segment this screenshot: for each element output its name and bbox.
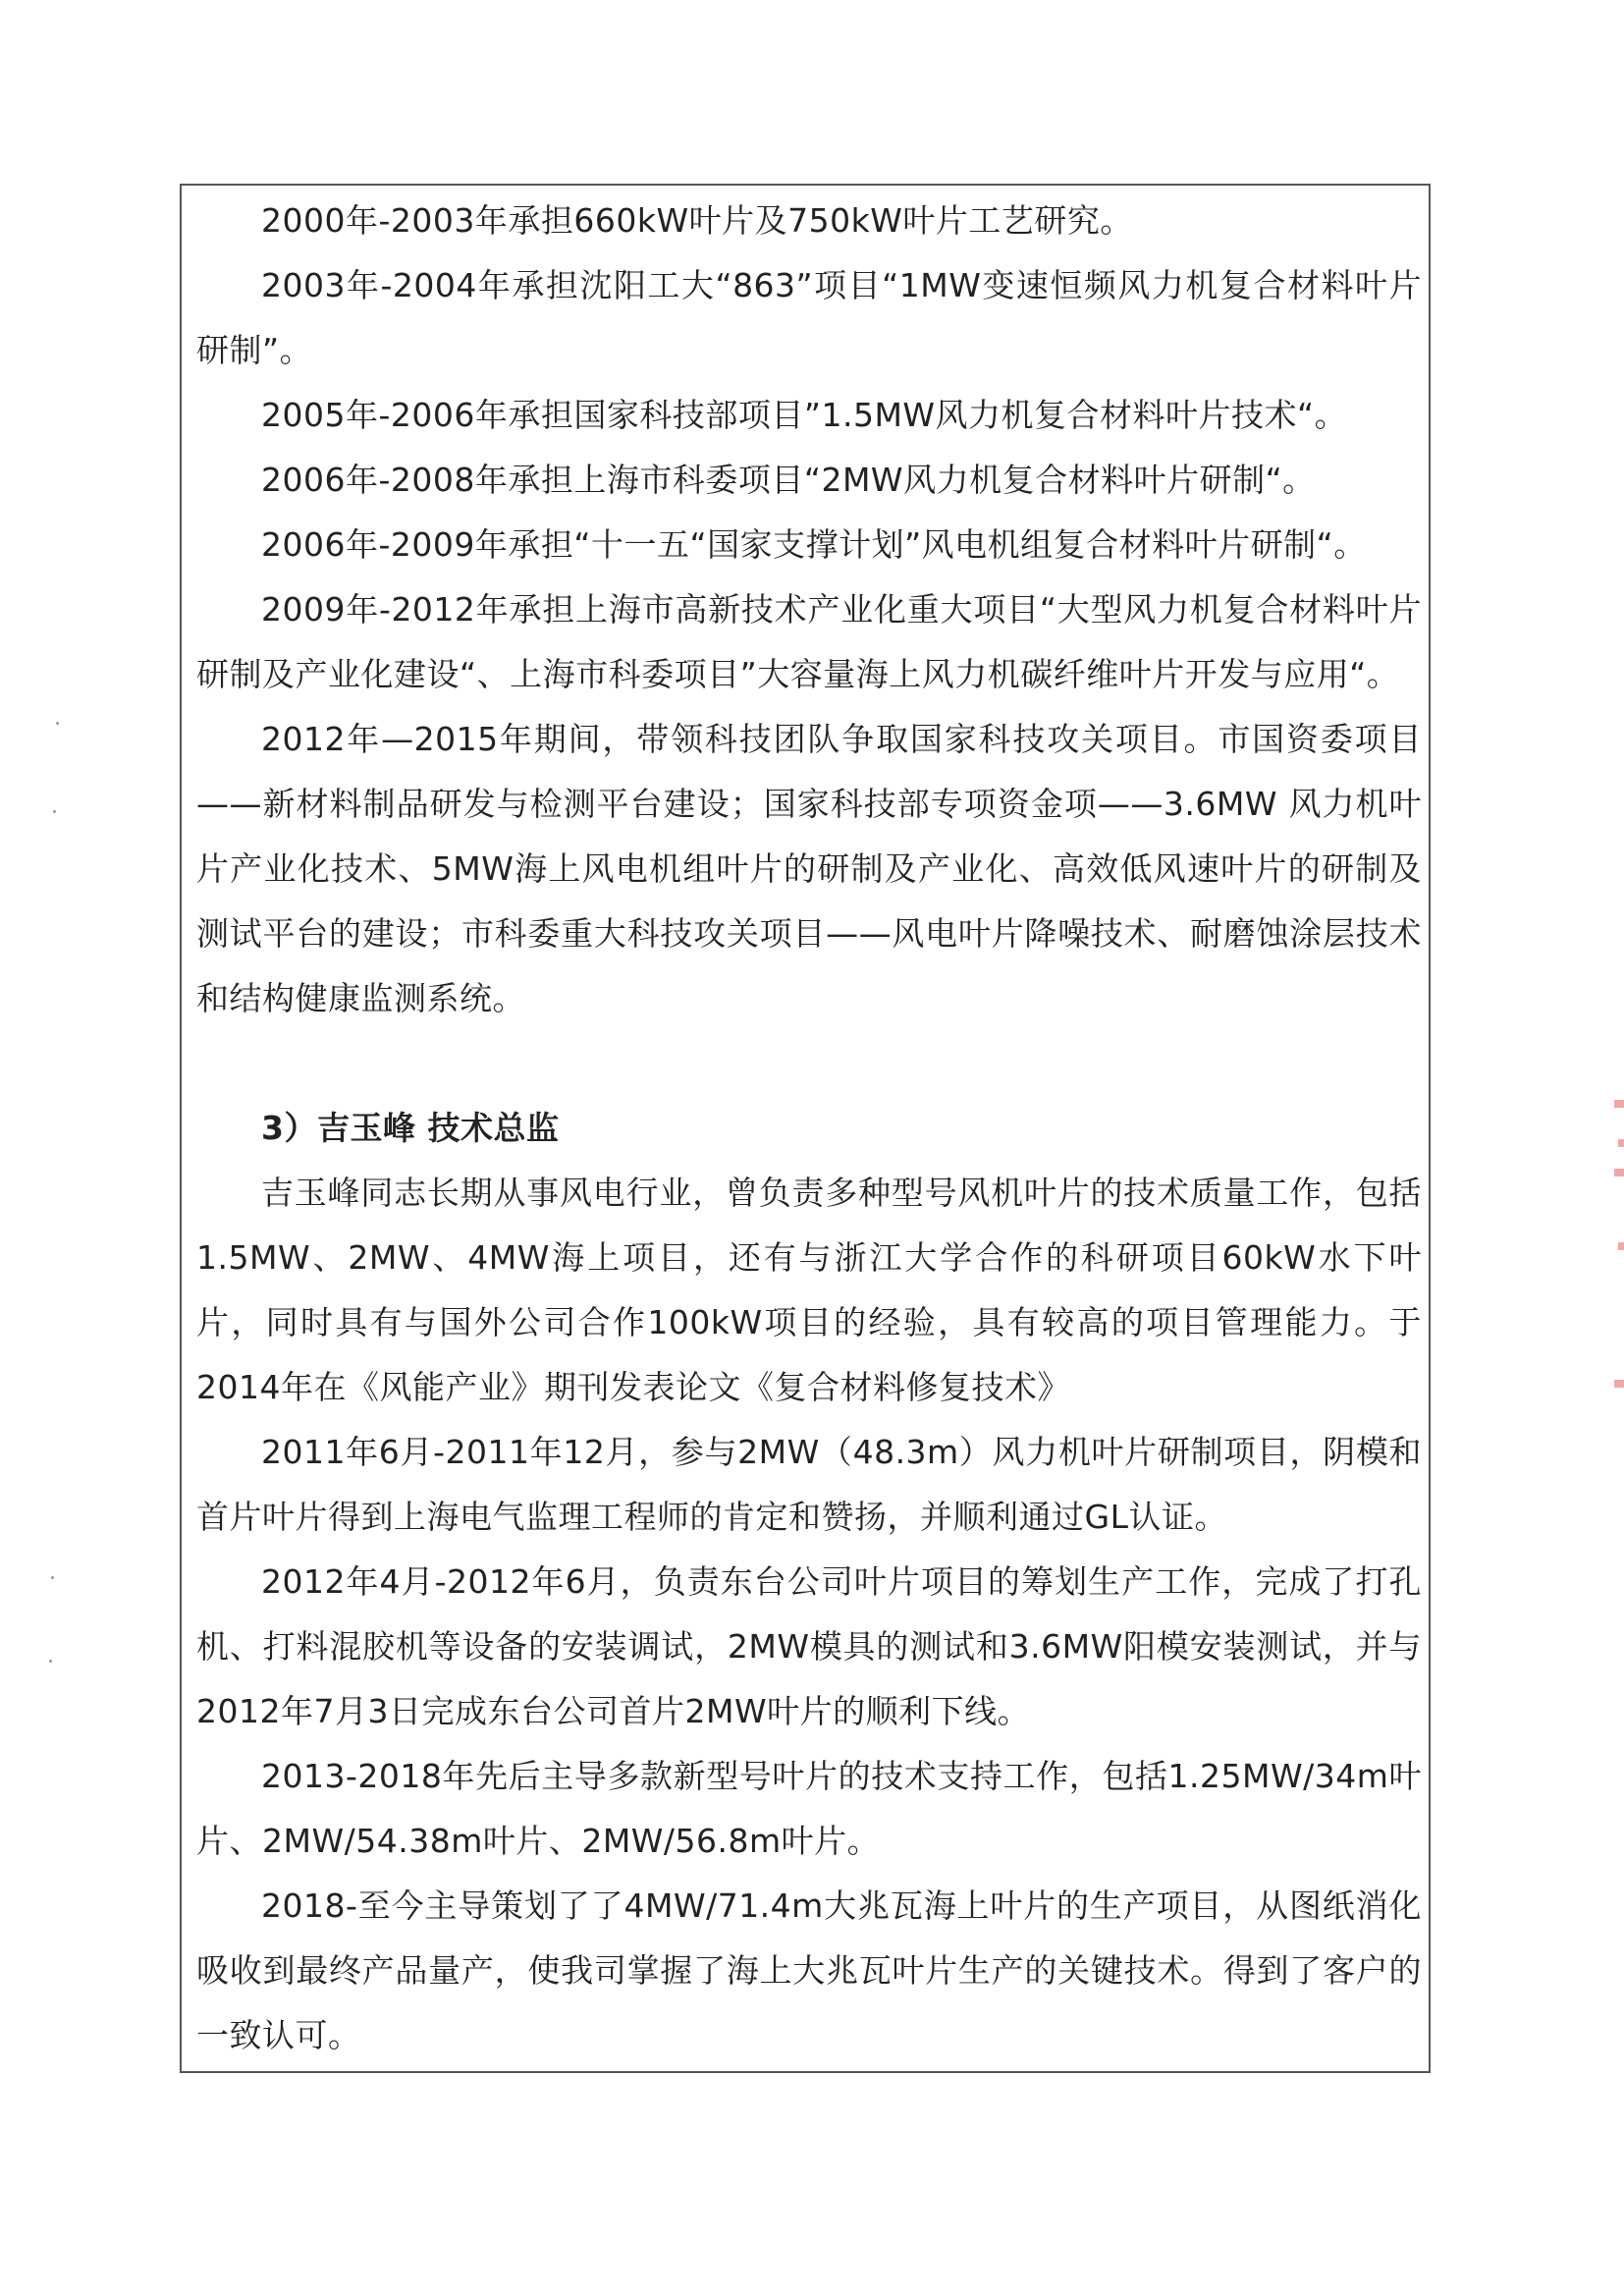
seal-edge-mark [1618, 1242, 1624, 1250]
paragraph-2012-dongtai: 2012年4月-2012年6月，负责东台公司叶片项目的筹划生产工作，完成了打孔机、打料混胶机等设备的安装调试，2MW模具的测试和3.6MW阳模安装测试，并与2012年7月3日完成东台公司首片2MW叶片的顺利下线。 [196, 1562, 1422, 1730]
paragraph-2mw-project: 2006年-2008年承担上海市科委项目“2MW风力机复合材料叶片研制“。 [261, 461, 1316, 499]
scan-speck [49, 1660, 52, 1663]
paragraph-863-project: 2003年-2004年承担沈阳工大“863”项目“1MW变速恒频风力机复合材料叶片研制”。 [196, 266, 1422, 369]
scan-speck [51, 1576, 54, 1579]
section-spacer [196, 1031, 1422, 1096]
document-body [196, 189, 1422, 2068]
paragraph-2013-2018-support: 2013-2018年先后主导多款新型号叶片的技术支持工作，包括1.25MW/34m叶片、2MW/54.38m叶片、2MW/56.8m叶片。 [196, 1757, 1422, 1860]
seal-edge-mark [1614, 1380, 1624, 1388]
paragraph-2012-2015-projects: 2012年—2015年期间，带领科技团队争取国家科技攻关项目。市国资委项目——新材料制品研发与检测平台建设；国家科技部专项资金项——3.6MW 风力机叶片产业化技术、5MW海上风电机组叶片的研制及产业化、高效低风速叶片的研制及测试平台的建设；市科委重大科技攻关项目——风电叶片降噪技术、耐磨蚀涂层技术和结构健康监测系统。 [196, 720, 1422, 1017]
seal-edge-mark [1618, 1139, 1624, 1147]
seal-edge-mark [1614, 1100, 1624, 1108]
section-heading-ji-yufeng: 3）吉玉峰 技术总监 [261, 1109, 560, 1147]
paragraph-11th-five-year-project: 2006年-2009年承担“十一五“国家支撑计划”风电机组复合材料叶片研制“。 [261, 525, 1367, 564]
paragraph-2011-48m-blade: 2011年6月-2011年12月，参与2MW（48.3m）风力机叶片研制项目，阴模和首片叶片得到上海电气监理工程师的肯定和赞扬，并顺利通过GL认证。 [196, 1433, 1422, 1536]
paragraph-1-5mw-project: 2005年-2006年承担国家科技部项目”1.5MW风力机复合材料叶片技术“。 [261, 396, 1348, 434]
scan-speck [56, 722, 59, 725]
scan-speck [53, 810, 56, 813]
paragraph-2018-offshore-blade: 2018-至今主导策划了了4MW/71.4m大兆瓦海上叶片的生产项目，从图纸消化吸收到最终产品量产，使我司掌握了海上大兆瓦叶片生产的关键技术。得到了客户的一致认可。 [196, 1886, 1422, 2054]
paragraph-high-tech-project: 2009年-2012年承担上海市高新技术产业化重大项目“大型风力机复合材料叶片研制及产业化建设“、上海市科委项目”大容量海上风力机碳纤维叶片开发与应用“。 [196, 590, 1422, 693]
paragraph-660kw-research: 2000年-2003年承担660kW叶片及750kW叶片工艺研究。 [261, 201, 1133, 240]
seal-edge-mark [1614, 1169, 1624, 1176]
paragraph-ji-yufeng-overview: 吉玉峰同志长期从事风电行业，曾负责多种型号风机叶片的技术质量工作，包括1.5MW、2MW、4MW海上项目，还有与浙江大学合作的科研项目60kW水下叶片，同时具有与国外公司合作100kW项目的经验，具有较高的项目管理能力。于2014年在《风能产业》期刊发表论文《复合材料修复技术》 [196, 1174, 1422, 1406]
